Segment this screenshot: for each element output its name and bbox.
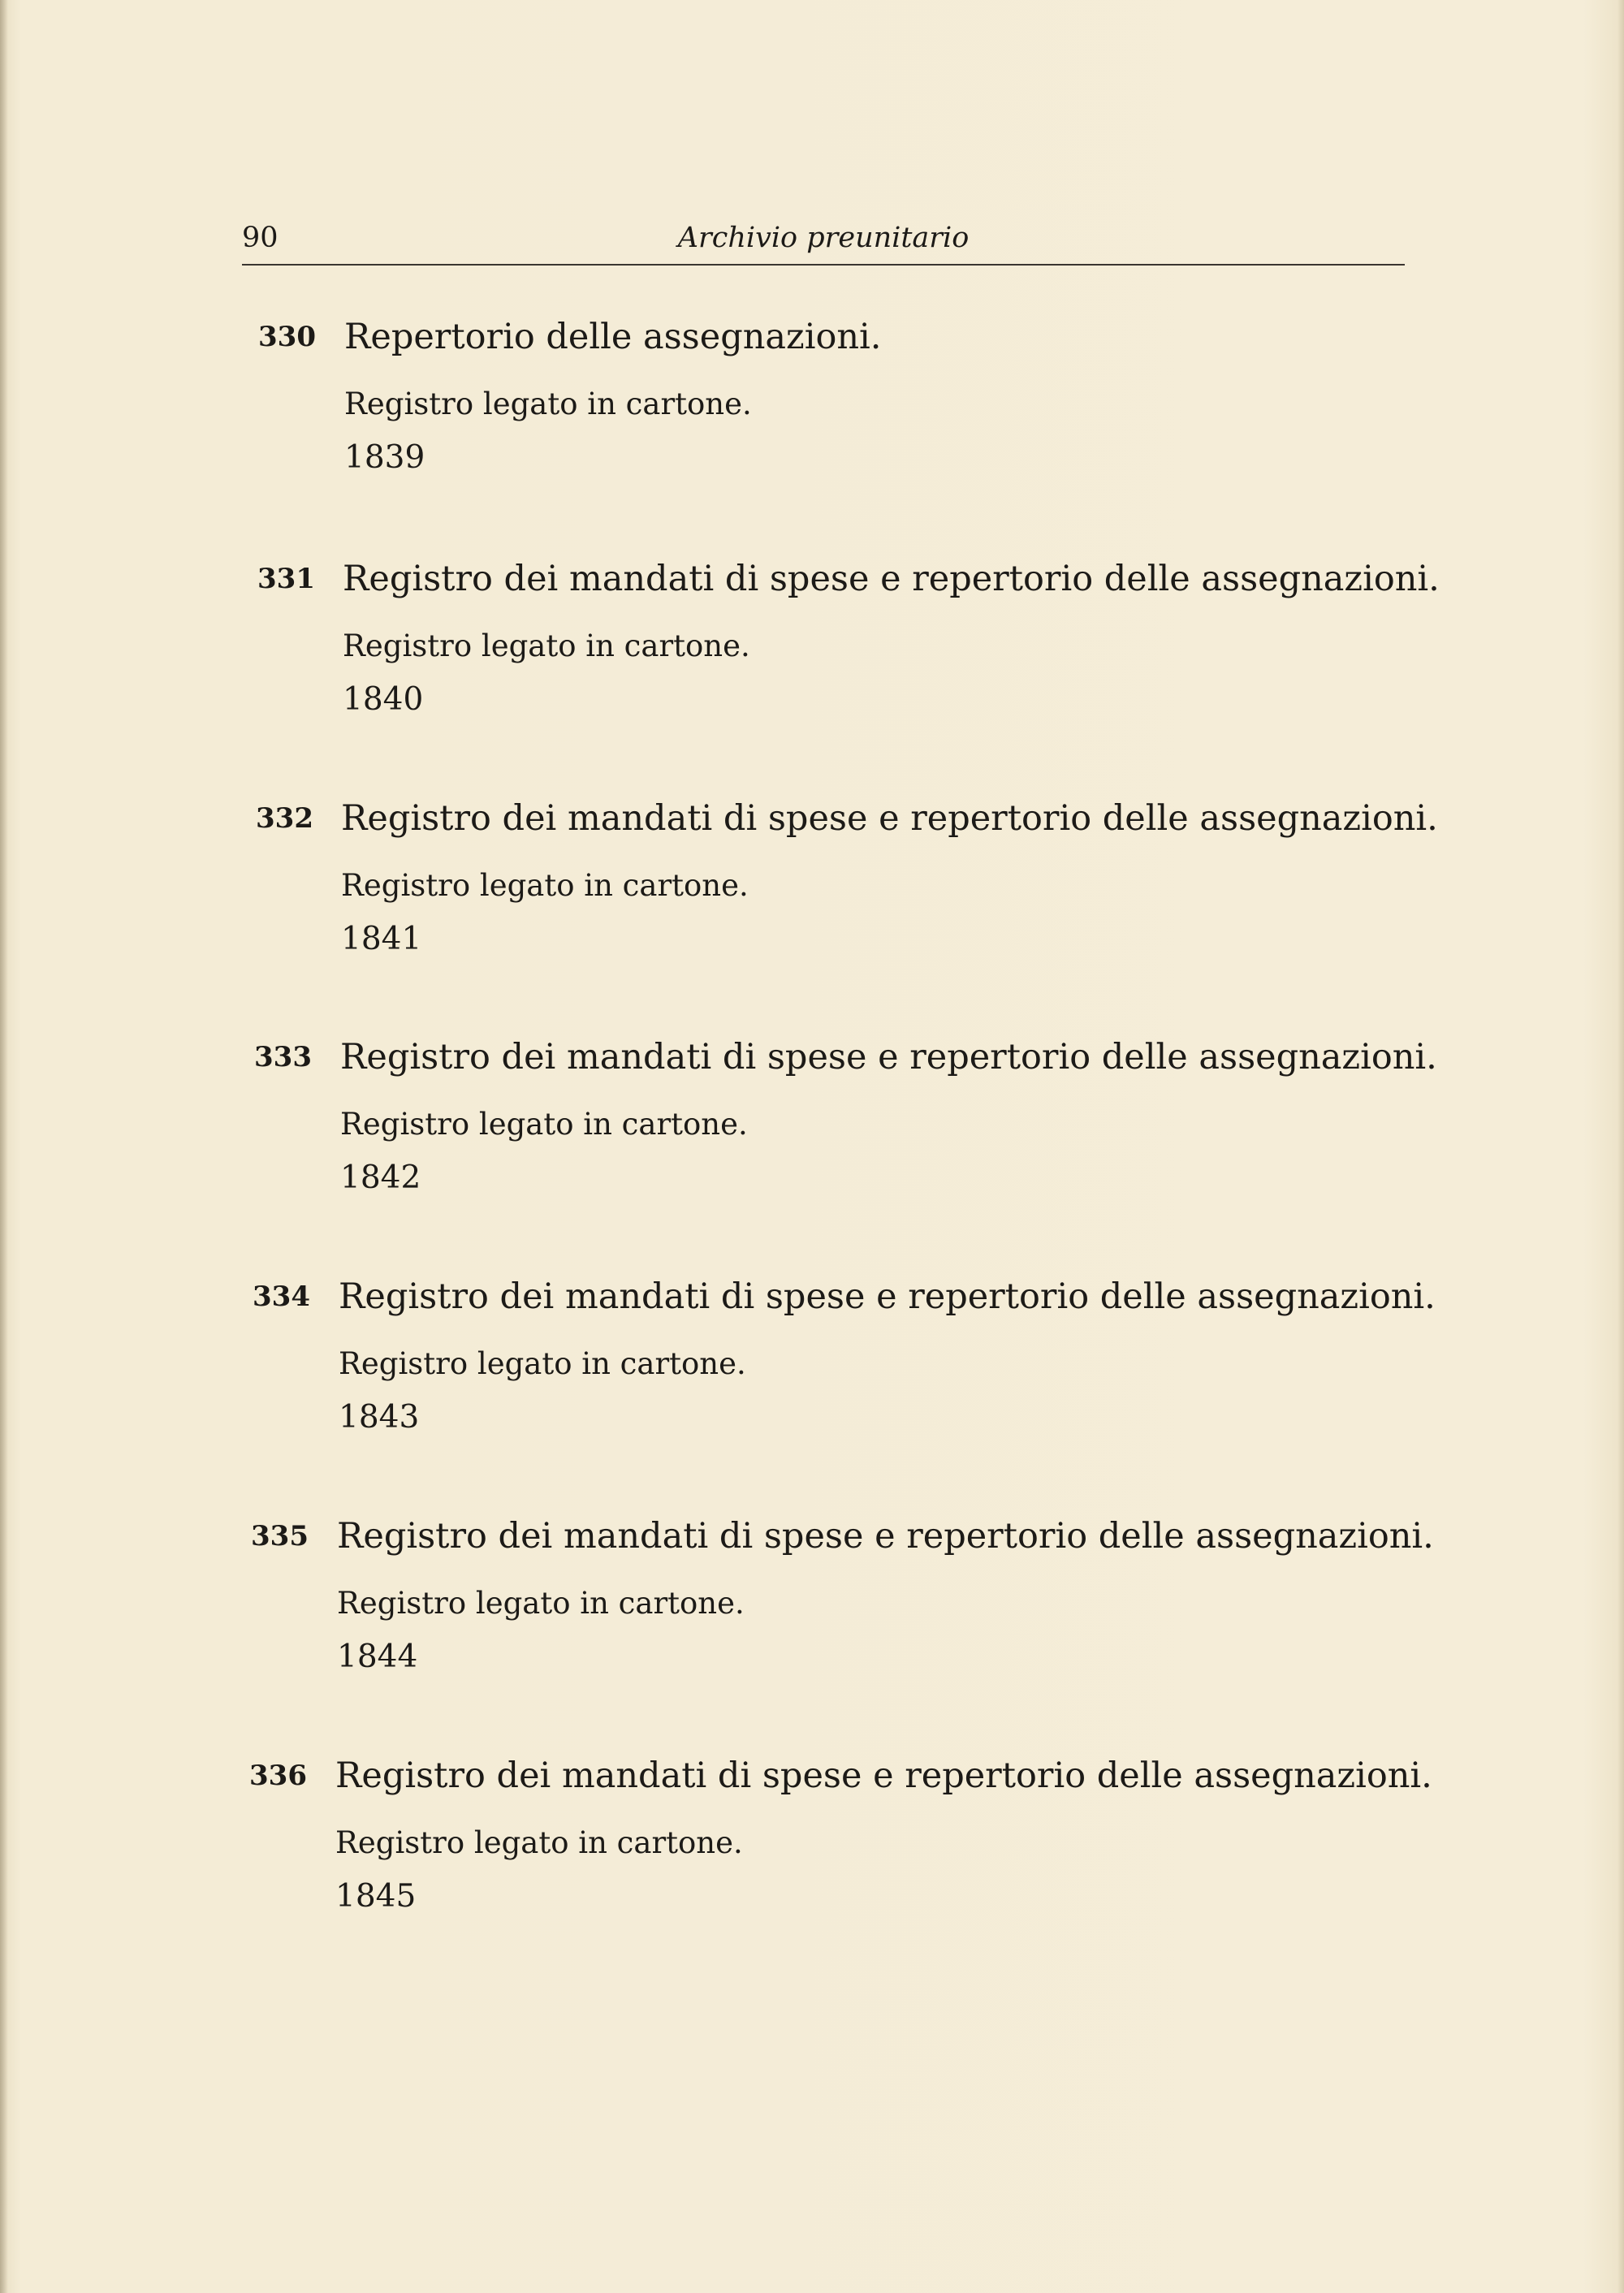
entry-title: Registro dei mandati di spese e repertorio delle assegnazioni. [339, 1276, 1436, 1317]
header-rule [242, 264, 1405, 266]
page-header [242, 219, 1405, 265]
entry-description: Registro legato in cartone. [337, 1586, 745, 1621]
entry-number: 331 [257, 563, 315, 595]
page-number: 90 [242, 222, 279, 254]
entry-number: 336 [249, 1760, 307, 1792]
entry-date: 1840 [343, 681, 424, 718]
entry-number: 335 [251, 1520, 309, 1552]
entry-description: Registro legato in cartone. [344, 386, 752, 421]
entry-date: 1844 [337, 1639, 418, 1675]
entry-description: Registro legato in cartone. [339, 1346, 746, 1381]
entry-description: Registro legato in cartone. [343, 628, 750, 663]
running-title: Archivio preunitario [677, 222, 970, 254]
entry-title: Registro dei mandati di spese e repertorio delle assegnazioni. [343, 559, 1440, 599]
entry-title: Registro dei mandati di spese e repertorio delle assegnazioni. [340, 1037, 1437, 1077]
catalog-entry [0, 1033, 1624, 1244]
entry-title: Registro dei mandati di spese e repertorio delle assegnazioni. [335, 1755, 1432, 1796]
entry-description: Registro legato in cartone. [341, 868, 749, 903]
entry-title: Registro dei mandati di spese e repertorio delle assegnazioni. [341, 798, 1438, 839]
catalog-entry [0, 1512, 1624, 1723]
entry-number: 333 [254, 1041, 312, 1073]
catalog-entry [0, 794, 1624, 1005]
entry-title: Registro dei mandati di spese e repertorio delle assegnazioni. [337, 1516, 1434, 1557]
catalog-entry [0, 555, 1624, 766]
entry-date: 1842 [340, 1159, 421, 1196]
entry-description: Registro legato in cartone. [340, 1107, 748, 1142]
entry-number: 332 [256, 802, 313, 835]
entry-description: Registro legato in cartone. [335, 1825, 743, 1860]
catalog-entry [0, 1272, 1624, 1483]
catalog-entry [0, 1751, 1624, 1963]
entry-title: Repertorio delle assegnazioni. [344, 317, 882, 357]
entry-date: 1845 [335, 1878, 417, 1915]
entry-number: 330 [258, 321, 316, 353]
entry-date: 1839 [344, 439, 425, 476]
entry-date: 1843 [339, 1399, 420, 1436]
catalog-entry [0, 313, 1624, 524]
entry-number: 334 [253, 1280, 310, 1313]
entry-date: 1841 [341, 921, 422, 957]
